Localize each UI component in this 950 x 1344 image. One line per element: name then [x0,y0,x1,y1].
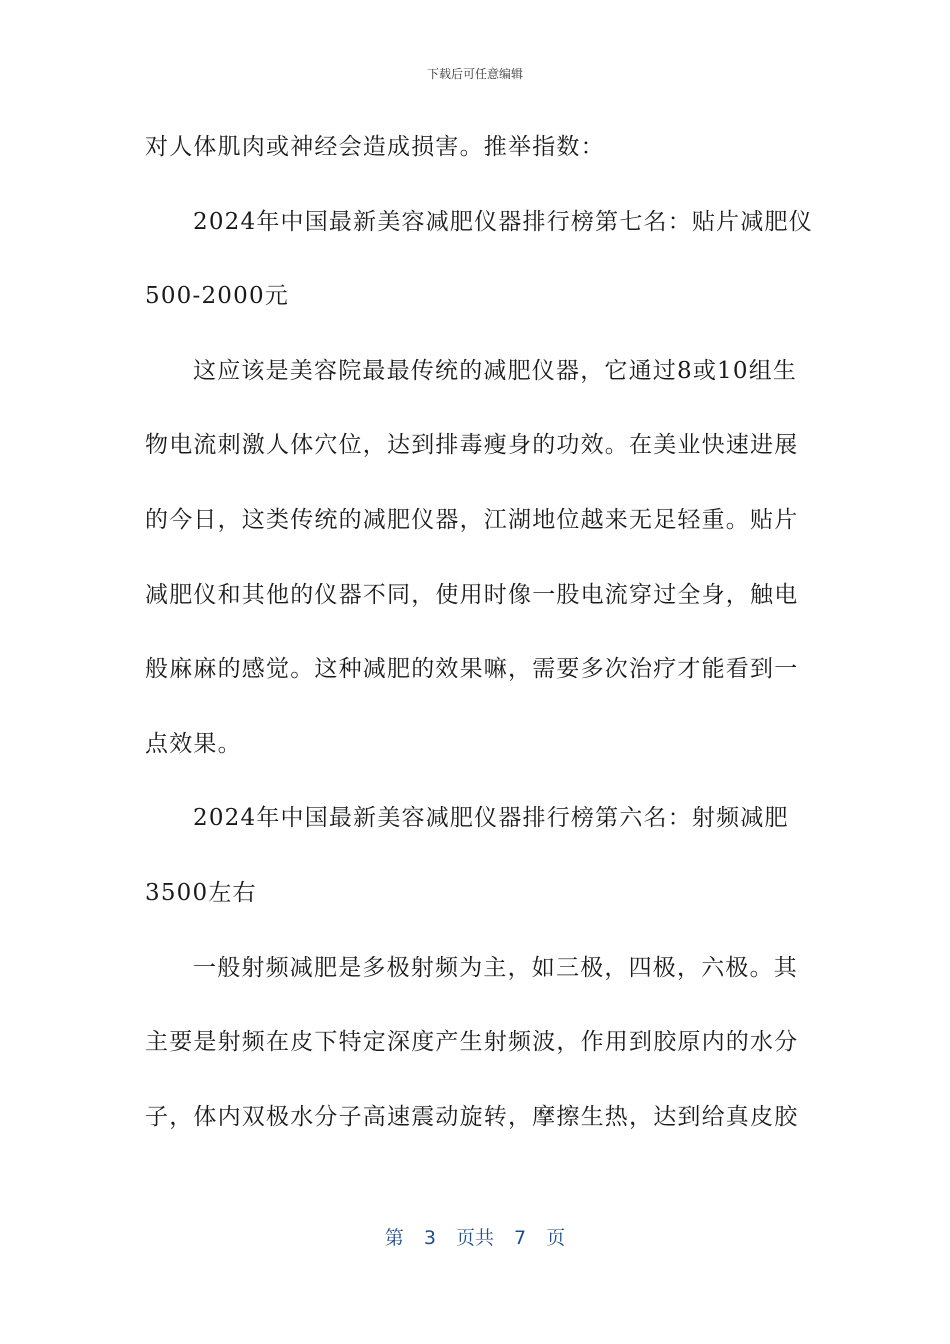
body-line: 500-2000元 [145,283,290,310]
body-line: 对人体肌肉或神经会造成损害。推举指数： [145,134,605,160]
body-line: 子，体内双极水分子高速震动旋转，摩擦生热，达到给真皮胶 [145,1103,799,1130]
body-line: 一般射频减肥是多极射频为主，如三极，四极，六极。其 [193,954,798,981]
body-line: 3500左右 [145,879,257,906]
footer-current-page: 3 [423,1227,436,1249]
footer-total-pages: 7 [514,1227,527,1249]
footer-prefix: 第 [384,1227,404,1249]
footer-middle: 页共 [455,1227,494,1249]
body-line: 的今日，这类传统的减肥仪器，江湖地位越来无足轻重。贴片 [145,506,799,533]
body-line: 般麻麻的感觉。这种减肥的效果嘛，需要多次治疗才能看到一 [145,656,799,683]
body-line: 这应该是美容院最最传统的减肥仪器，它通过8或10组生 [193,357,798,384]
page-header-note: 下载后可任意编辑 [426,67,523,81]
body-line: 减肥仪和其他的仪器不同，使用时像一股电流穿过全身，触电 [145,581,799,608]
body-line: 主要是射频在皮下特定深度产生射频波，作用到胶原内的水分 [145,1029,799,1056]
footer-suffix: 页 [546,1227,566,1249]
section-heading-rank-6: 2024年中国最新美容减肥仪器排行榜第六名：射频减肥 [193,805,789,832]
section-heading-rank-7: 2024年中国最新美容减肥仪器排行榜第七名：贴片减肥仪 [193,208,813,235]
page-number-footer [0,1226,950,1250]
body-line: 物电流刺激人体穴位，达到排毒瘦身的功效。在美业快速进展 [145,432,799,459]
document-body [145,128,813,1172]
body-line: 点效果。 [145,730,242,757]
